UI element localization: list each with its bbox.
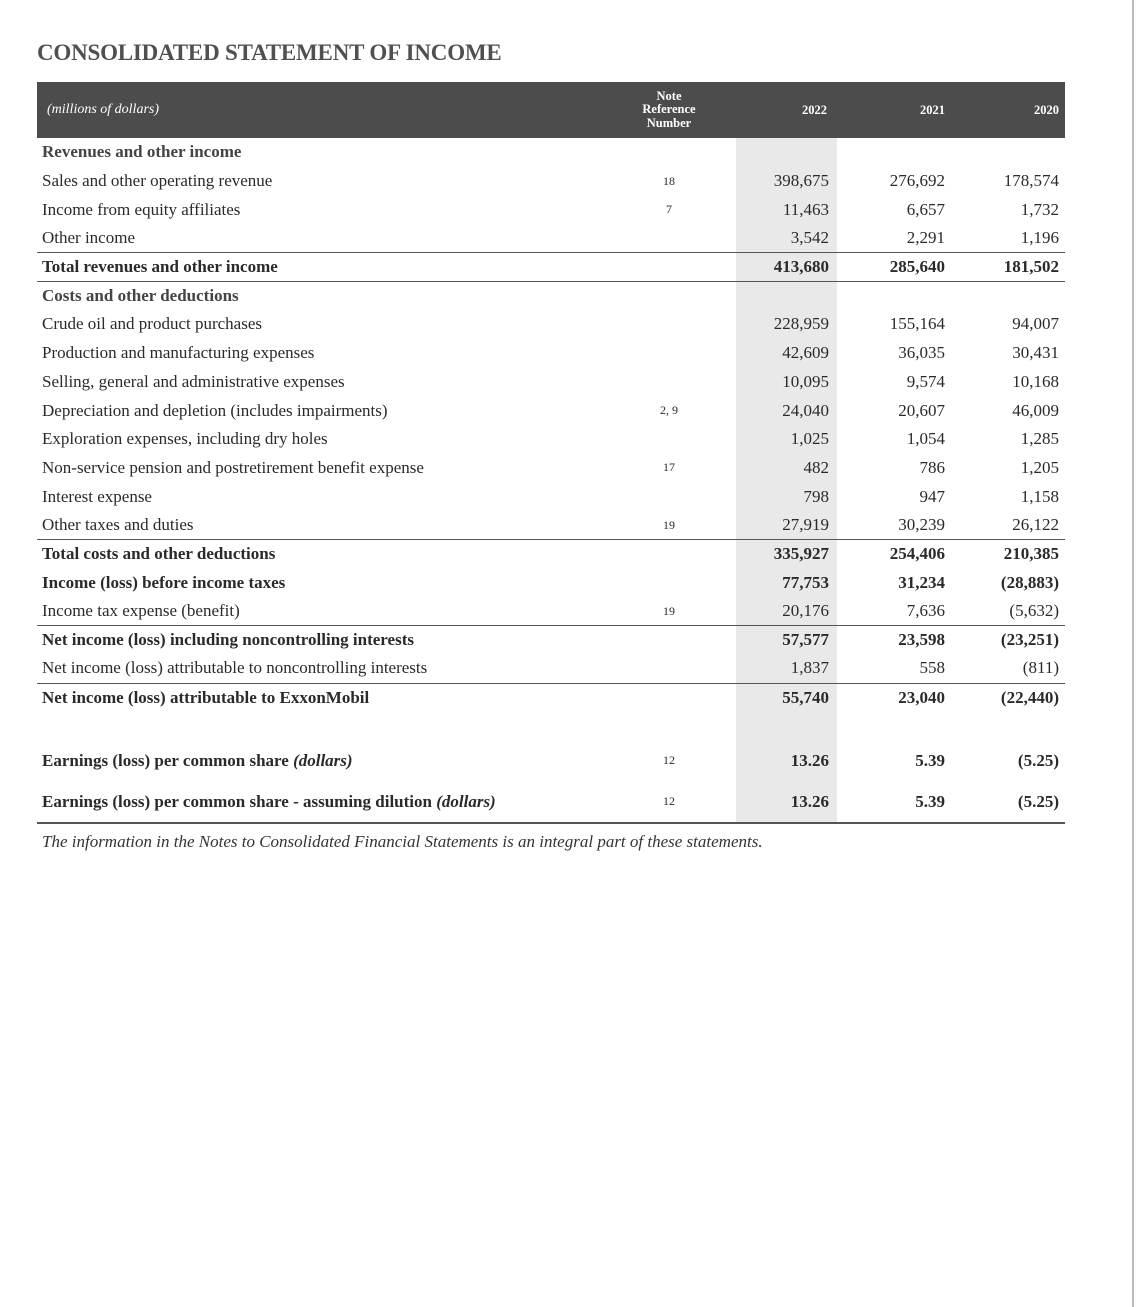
table-row: [37, 339, 1065, 368]
value-2021: 6,657: [906, 199, 945, 219]
value-2021: 155,164: [889, 314, 945, 334]
note-header-line: Number: [646, 115, 692, 130]
table-row: [37, 368, 1065, 397]
value-2021: 31,234: [898, 572, 945, 592]
table-row: [37, 310, 1065, 339]
table-header-row: [37, 82, 1065, 138]
value-2020: (5.25): [951, 781, 1065, 823]
value-2022: 11,463: [736, 195, 837, 224]
value-2022: 228,959: [736, 310, 837, 339]
value-2020: 10,168: [1012, 371, 1059, 391]
table-row-total: [37, 540, 1065, 569]
value-2022: 77,753: [736, 568, 837, 597]
row-note: [602, 281, 736, 310]
spacer-cell: [602, 712, 736, 741]
row-label: Income tax expense (benefit): [37, 597, 602, 626]
eps-label-text: Earnings (loss) per common share: [42, 750, 289, 770]
table-row: [37, 482, 1065, 511]
table-row: [37, 167, 1065, 196]
value-2021: [837, 138, 951, 167]
value-2021: 285,640: [837, 253, 951, 282]
footnote: The information in the Notes to Consolidated Financial Statements is an integral part of these statements.: [42, 832, 763, 851]
value-2020: [951, 138, 1065, 167]
row-note: 17: [663, 460, 675, 475]
value-2021: 2,291: [837, 224, 951, 253]
value-2021: 558: [837, 654, 951, 683]
table-row-total: [37, 626, 1065, 655]
row-label: Selling, general and administrative expenses: [42, 371, 345, 391]
row-note: [602, 425, 736, 454]
row-note: [602, 138, 736, 167]
value-2020: 30,431: [1012, 343, 1059, 363]
row-label: Sales and other operating revenue: [42, 171, 273, 191]
row-label: Total revenues and other income: [37, 253, 602, 282]
year-header-2022: 2022: [802, 102, 827, 117]
table-row: [37, 597, 1065, 626]
table-row: [37, 654, 1065, 683]
value-2021: 36,035: [898, 343, 945, 363]
value-2020: 210,385: [1003, 544, 1059, 564]
value-2022: 1,837: [736, 654, 837, 683]
value-2022: 27,919: [736, 511, 837, 540]
row-label: Revenues and other income: [42, 142, 242, 162]
row-label: Other taxes and duties: [37, 511, 602, 540]
value-2021: 9,574: [906, 371, 945, 391]
eps-unit: (dollars): [436, 791, 496, 811]
eps-label: [37, 740, 602, 781]
row-label: Net income (loss) attributable to noncontrolling interests: [37, 654, 602, 683]
value-2022: 10,095: [736, 368, 837, 397]
row-note: [602, 626, 736, 655]
value-2021: 254,406: [889, 544, 945, 564]
table-row: [37, 195, 1065, 224]
row-note: [602, 339, 736, 368]
row-note: [602, 654, 736, 683]
page-edge-divider: [1132, 0, 1134, 1307]
value-2021: [837, 281, 951, 310]
table-row-eps: [37, 740, 1065, 781]
value-2022: 57,577: [736, 626, 837, 655]
row-label: Crude oil and product purchases: [42, 314, 262, 334]
value-2021: 5.39: [915, 750, 945, 770]
row-note: [602, 683, 736, 712]
value-2022: [736, 138, 837, 167]
value-2021: 1,054: [906, 429, 945, 449]
value-2022: 24,040: [736, 396, 837, 425]
value-2022: [736, 281, 837, 310]
value-2020: 1,158: [1020, 486, 1059, 506]
value-2022: 13.26: [736, 781, 837, 823]
row-label: Production and manufacturing expenses: [42, 343, 315, 363]
value-2021: 30,239: [837, 511, 951, 540]
table-row-total: [37, 568, 1065, 597]
row-note: [602, 540, 736, 569]
value-2022: 482: [736, 454, 837, 483]
units-label: (millions of dollars): [47, 102, 160, 117]
row-note: [602, 253, 736, 282]
value-2022: 798: [736, 482, 837, 511]
row-note: 12: [663, 753, 675, 768]
spacer-row: [37, 712, 1065, 741]
value-2022: 55,740: [736, 683, 837, 712]
table-row: [37, 454, 1065, 483]
value-2021: 947: [919, 486, 945, 506]
value-2020: 178,574: [1003, 171, 1059, 191]
value-2020: 46,009: [1012, 400, 1059, 420]
row-note: [602, 482, 736, 511]
spacer-cell: [837, 712, 951, 741]
value-2022: 1,025: [736, 425, 837, 454]
note-reference-header: [602, 82, 736, 138]
row-label: Interest expense: [42, 486, 152, 506]
value-2020: 181,502: [951, 253, 1065, 282]
value-2020: (28,883): [1000, 572, 1059, 592]
value-2022: 413,680: [736, 253, 837, 282]
value-2022: 3,542: [736, 224, 837, 253]
value-2020: 26,122: [951, 511, 1065, 540]
value-2022: 398,675: [736, 167, 837, 196]
row-note: 19: [602, 597, 736, 626]
value-2020: 94,007: [1012, 314, 1059, 334]
table-row: [37, 281, 1065, 310]
value-2021: 23,040: [898, 687, 945, 707]
row-label: Net income (loss) including noncontrolling interests: [42, 630, 414, 650]
note-header-line: Reference: [642, 102, 696, 117]
table-row-total: [37, 253, 1065, 282]
table-row-eps: [37, 781, 1065, 823]
table-row: [37, 224, 1065, 253]
value-2020: (5,632): [951, 597, 1065, 626]
value-2021: 276,692: [889, 171, 945, 191]
row-note: 7: [666, 202, 672, 217]
table-row: [37, 511, 1065, 540]
table-row: [37, 396, 1065, 425]
year-header-2020: 2020: [1034, 102, 1059, 117]
row-label: Depreciation and depletion (includes impairments): [42, 400, 388, 420]
row-note: 19: [602, 511, 736, 540]
row-label: Non-service pension and postretirement benefit expense: [42, 457, 424, 477]
year-header-2021: 2021: [920, 102, 945, 117]
table-row: [37, 425, 1065, 454]
row-label: Exploration expenses, including dry holes: [42, 429, 328, 449]
value-2021: 7,636: [837, 597, 951, 626]
row-note: [602, 368, 736, 397]
value-2020: (23,251): [1000, 630, 1059, 650]
page-title: CONSOLIDATED STATEMENT OF INCOME: [37, 40, 502, 65]
row-note: 12: [602, 781, 736, 823]
value-2021: 23,598: [898, 630, 945, 650]
spacer-cell: [736, 712, 837, 741]
value-2022: 42,609: [736, 339, 837, 368]
row-note: 18: [663, 173, 675, 188]
eps-label: [37, 781, 602, 823]
row-label: Net income (loss) attributable to ExxonMobil: [42, 687, 370, 707]
spacer-cell: [951, 712, 1065, 741]
row-note: 2, 9: [660, 403, 678, 418]
value-2021: 786: [919, 457, 945, 477]
row-label: Income from equity affiliates: [42, 199, 241, 219]
row-label: Total costs and other deductions: [42, 544, 276, 564]
eps-label-text: Earnings (loss) per common share - assuming dilution: [42, 791, 432, 811]
note-header-line: Note: [656, 89, 682, 104]
table-row: [37, 138, 1065, 167]
value-2020: (22,440): [1000, 687, 1059, 707]
value-2020: 1,732: [1020, 199, 1059, 219]
row-note: [602, 224, 736, 253]
value-2020: [951, 281, 1065, 310]
value-2020: 1,285: [1020, 429, 1059, 449]
eps-unit: (dollars): [293, 750, 353, 770]
value-2020: 1,205: [1020, 457, 1059, 477]
value-2022: 335,927: [736, 540, 837, 569]
value-2020: 1,196: [951, 224, 1065, 253]
value-2020: (811): [951, 654, 1065, 683]
row-label: Costs and other deductions: [42, 286, 239, 306]
table-row-total: [37, 683, 1065, 712]
value-2021: 20,607: [898, 400, 945, 420]
value-2022: 13.26: [736, 740, 837, 781]
spacer-cell: [37, 712, 602, 741]
value-2020: (5.25): [1017, 750, 1059, 770]
row-label: Income (loss) before income taxes: [42, 572, 286, 592]
value-2022: 20,176: [736, 597, 837, 626]
row-note: [602, 310, 736, 339]
value-2021: 5.39: [837, 781, 951, 823]
row-note: [602, 568, 736, 597]
row-label: Other income: [37, 224, 602, 253]
income-statement-table: [37, 82, 1065, 824]
